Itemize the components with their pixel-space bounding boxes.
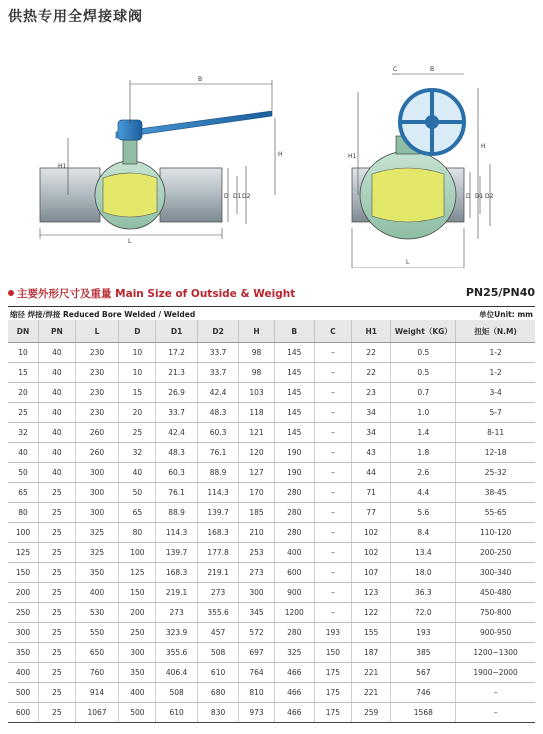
table-cell: 10 bbox=[8, 343, 39, 363]
table-cell: – bbox=[314, 603, 351, 623]
table-cell: 273 bbox=[156, 603, 197, 623]
column-header: D1 bbox=[156, 320, 197, 343]
table-cell: 42.4 bbox=[156, 423, 197, 443]
table-cell: 25 bbox=[39, 603, 76, 623]
table-cell: 102 bbox=[351, 523, 391, 543]
left-dim-H1: H1 bbox=[58, 163, 67, 170]
table-cell: 48.3 bbox=[197, 403, 238, 423]
left-pipe-right bbox=[160, 168, 222, 222]
table-cell: 193 bbox=[314, 623, 351, 643]
table-cell: 300 bbox=[75, 483, 119, 503]
right-dim-H1: H1 bbox=[348, 153, 357, 160]
table-cell: 385 bbox=[391, 643, 456, 663]
table-cell: 145 bbox=[274, 343, 314, 363]
table-row bbox=[8, 463, 535, 483]
table-cell: 567 bbox=[391, 663, 456, 683]
column-header: D bbox=[119, 320, 156, 343]
pressure-rating: PN25/PN40 bbox=[465, 286, 535, 299]
table-cell: 34 bbox=[351, 423, 391, 443]
table-cell: 1900~2000 bbox=[456, 663, 535, 683]
table-cell: 300 bbox=[75, 503, 119, 523]
table-row bbox=[8, 583, 535, 603]
table-cell: 15 bbox=[8, 363, 39, 383]
table-cell: 400 bbox=[75, 583, 119, 603]
table-cell: 65 bbox=[119, 503, 156, 523]
column-header: B bbox=[274, 320, 314, 343]
table-cell: 508 bbox=[197, 643, 238, 663]
table-cell: 123 bbox=[351, 583, 391, 603]
table-cell: 168.3 bbox=[197, 523, 238, 543]
left-dim-D2: D2 bbox=[242, 193, 251, 200]
table-cell: 280 bbox=[274, 483, 314, 503]
table-cell: 150 bbox=[119, 583, 156, 603]
connection-type: 缩径 焊接/焊接 Reduced Bore Welded / Welded bbox=[10, 310, 196, 319]
table-cell: 830 bbox=[197, 703, 238, 723]
table-cell: 25 bbox=[39, 663, 76, 683]
left-dim-L: L bbox=[128, 238, 132, 245]
table-cell: 98 bbox=[239, 343, 274, 363]
table-row bbox=[8, 683, 535, 703]
table-cell: 25-32 bbox=[456, 463, 535, 483]
table-cell: 177.8 bbox=[197, 543, 238, 563]
table-cell: 400 bbox=[8, 663, 39, 683]
table-cell: 230 bbox=[75, 363, 119, 383]
table-cell: 400 bbox=[274, 543, 314, 563]
table-cell: 457 bbox=[197, 623, 238, 643]
table-cell: 260 bbox=[75, 443, 119, 463]
table-cell: 103 bbox=[239, 383, 274, 403]
left-dim-D: D bbox=[224, 193, 229, 200]
table-row bbox=[8, 623, 535, 643]
table-cell: 33.7 bbox=[156, 403, 197, 423]
table-cell: 145 bbox=[274, 363, 314, 383]
table-cell: 280 bbox=[274, 503, 314, 523]
table-cell: 610 bbox=[156, 703, 197, 723]
table-cell: 190 bbox=[274, 443, 314, 463]
table-cell: 973 bbox=[239, 703, 274, 723]
column-header: 扭矩（N.M) bbox=[456, 320, 535, 343]
table-cell: 230 bbox=[75, 383, 119, 403]
table-cell: 107 bbox=[351, 563, 391, 583]
table-cell: 253 bbox=[239, 543, 274, 563]
table-row bbox=[8, 603, 535, 623]
table-cell: 72.0 bbox=[391, 603, 456, 623]
section-header bbox=[8, 286, 535, 302]
table-cell: 32 bbox=[119, 443, 156, 463]
table-cell: 175 bbox=[314, 703, 351, 723]
table-cell: 750-800 bbox=[456, 603, 535, 623]
table-cell: 22 bbox=[351, 343, 391, 363]
table-cell: 120 bbox=[239, 443, 274, 463]
section-title-text: 主要外形尺寸及重量 Main Size of Outside & Weight bbox=[17, 288, 296, 300]
table-cell: 406.4 bbox=[156, 663, 197, 683]
right-dim-H: H bbox=[481, 143, 486, 150]
right-dim-B: B bbox=[430, 66, 435, 73]
table-cell: 810 bbox=[239, 683, 274, 703]
table-cell: 230 bbox=[75, 403, 119, 423]
table-cell: 325 bbox=[274, 643, 314, 663]
table-cell: 280 bbox=[274, 623, 314, 643]
table-cell: 125 bbox=[119, 563, 156, 583]
column-header: L bbox=[75, 320, 119, 343]
table-cell: 40 bbox=[39, 343, 76, 363]
table-cell: 100 bbox=[8, 523, 39, 543]
table-cell: 300 bbox=[119, 643, 156, 663]
right-dim-D1: D1 bbox=[475, 193, 484, 200]
gear-hub bbox=[425, 115, 439, 129]
table-body bbox=[8, 343, 535, 723]
table-cell: 325 bbox=[75, 543, 119, 563]
table-cell: 118 bbox=[239, 403, 274, 423]
table-row bbox=[8, 503, 535, 523]
table-cell: 8-11 bbox=[456, 423, 535, 443]
table-cell: 122 bbox=[351, 603, 391, 623]
table-cell: 40 bbox=[39, 383, 76, 403]
table-cell: 323.9 bbox=[156, 623, 197, 643]
table-row bbox=[8, 483, 535, 503]
table-cell: 1-2 bbox=[456, 363, 535, 383]
table-cell: 50 bbox=[8, 463, 39, 483]
column-header: H bbox=[239, 320, 274, 343]
table-cell: 1568 bbox=[391, 703, 456, 723]
table-cell: 55-65 bbox=[456, 503, 535, 523]
table-cell: 98 bbox=[239, 363, 274, 383]
table-cell: 88.9 bbox=[156, 503, 197, 523]
table-cell: 260 bbox=[75, 423, 119, 443]
table-cell: 1.8 bbox=[391, 443, 456, 463]
table-cell: 466 bbox=[274, 703, 314, 723]
table-cell: 4.4 bbox=[391, 483, 456, 503]
right-dim-D2: D2 bbox=[485, 193, 494, 200]
table-cell: 25 bbox=[39, 683, 76, 703]
table-cell: 572 bbox=[239, 623, 274, 643]
table-cell: – bbox=[314, 583, 351, 603]
table-cell: 900-950 bbox=[456, 623, 535, 643]
table-row bbox=[8, 663, 535, 683]
table-cell: 17.2 bbox=[156, 343, 197, 363]
table-cell: 145 bbox=[274, 403, 314, 423]
table-cell: 200 bbox=[8, 583, 39, 603]
table-cell: 221 bbox=[351, 683, 391, 703]
table-cell: 139.7 bbox=[197, 503, 238, 523]
table-cell: 80 bbox=[8, 503, 39, 523]
end-view-drawing bbox=[348, 66, 494, 268]
table-cell: 230 bbox=[75, 343, 119, 363]
column-header: Weight（KG） bbox=[391, 320, 456, 343]
table-row bbox=[8, 563, 535, 583]
table-cell: 60.3 bbox=[156, 463, 197, 483]
table-cell: 110-120 bbox=[456, 523, 535, 543]
right-ball-section bbox=[372, 168, 444, 222]
table-cell: 500 bbox=[8, 683, 39, 703]
table-row bbox=[8, 643, 535, 663]
table-cell: 12-18 bbox=[456, 443, 535, 463]
table-cell: 466 bbox=[274, 683, 314, 703]
table-cell: 5.6 bbox=[391, 503, 456, 523]
left-stem bbox=[123, 140, 137, 164]
table-cell: 40 bbox=[8, 443, 39, 463]
table-cell: 0.5 bbox=[391, 363, 456, 383]
table-cell: – bbox=[314, 363, 351, 383]
table-cell: 300-340 bbox=[456, 563, 535, 583]
table-cell: 187 bbox=[351, 643, 391, 663]
table-cell: 48.3 bbox=[156, 443, 197, 463]
table-cell: – bbox=[314, 543, 351, 563]
bullet-dot-icon bbox=[8, 290, 14, 296]
table-cell: 760 bbox=[75, 663, 119, 683]
table-cell: 21.3 bbox=[156, 363, 197, 383]
table-row bbox=[8, 423, 535, 443]
left-dim-H: H bbox=[278, 151, 283, 158]
table-cell: 259 bbox=[351, 703, 391, 723]
left-ball-section bbox=[103, 173, 157, 217]
table-cell: 25 bbox=[39, 543, 76, 563]
table-cell: 400 bbox=[119, 683, 156, 703]
table-cell: 175 bbox=[314, 663, 351, 683]
table-cell: 155 bbox=[351, 623, 391, 643]
table-cell: 25 bbox=[39, 583, 76, 603]
table-cell: 5-7 bbox=[456, 403, 535, 423]
table-row bbox=[8, 443, 535, 463]
table-cell: 1200 bbox=[274, 603, 314, 623]
table-cell: 145 bbox=[274, 383, 314, 403]
table-cell: 40 bbox=[119, 463, 156, 483]
table-cell: 114.3 bbox=[197, 483, 238, 503]
table-cell: 77 bbox=[351, 503, 391, 523]
table-cell: 34 bbox=[351, 403, 391, 423]
table-cell: 221 bbox=[351, 663, 391, 683]
table-header-row bbox=[8, 320, 535, 343]
table-cell: 466 bbox=[274, 663, 314, 683]
table-cell: 273 bbox=[239, 563, 274, 583]
table-cell: 121 bbox=[239, 423, 274, 443]
table-cell: 76.1 bbox=[156, 483, 197, 503]
table-row bbox=[8, 543, 535, 563]
table-row bbox=[8, 383, 535, 403]
table-cell: 20 bbox=[8, 383, 39, 403]
table-cell: 42.4 bbox=[197, 383, 238, 403]
page-title: 供热专用全焊接球阀 bbox=[8, 9, 143, 25]
table-cell: 219.1 bbox=[197, 563, 238, 583]
table-cell: 300 bbox=[8, 623, 39, 643]
table-cell: 40 bbox=[39, 443, 76, 463]
table-cell: 355.6 bbox=[156, 643, 197, 663]
table-cell: 175 bbox=[314, 683, 351, 703]
table-cell: 250 bbox=[119, 623, 156, 643]
table-row bbox=[8, 703, 535, 723]
unit-label: 单位Unit: mm bbox=[479, 310, 533, 319]
table-cell: 650 bbox=[75, 643, 119, 663]
table-cell: 350 bbox=[8, 643, 39, 663]
table-cell: 65 bbox=[8, 483, 39, 503]
table-cell: 150 bbox=[314, 643, 351, 663]
column-header: C bbox=[314, 320, 351, 343]
table-cell: 10 bbox=[119, 343, 156, 363]
table-cell: 127 bbox=[239, 463, 274, 483]
table-cell: 32 bbox=[8, 423, 39, 443]
table-cell: 10 bbox=[119, 363, 156, 383]
table-cell: – bbox=[314, 343, 351, 363]
table-cell: 350 bbox=[119, 663, 156, 683]
table-cell: 200-250 bbox=[456, 543, 535, 563]
table-cell: 80 bbox=[119, 523, 156, 543]
table-cell: 210 bbox=[239, 523, 274, 543]
table-cell: 746 bbox=[391, 683, 456, 703]
table-cell: 25 bbox=[39, 563, 76, 583]
table-cell: 168.3 bbox=[156, 563, 197, 583]
table-cell: 355.6 bbox=[197, 603, 238, 623]
table-cell: 185 bbox=[239, 503, 274, 523]
table-cell: 50 bbox=[119, 483, 156, 503]
table-cell: 900 bbox=[274, 583, 314, 603]
table-cell: 680 bbox=[197, 683, 238, 703]
table-cell: 610 bbox=[197, 663, 238, 683]
table-cell: 508 bbox=[156, 683, 197, 703]
table-cell: 8.4 bbox=[391, 523, 456, 543]
table-row bbox=[8, 363, 535, 383]
table-cell: 76.1 bbox=[197, 443, 238, 463]
table-cell: 200 bbox=[119, 603, 156, 623]
table-cell: 125 bbox=[8, 543, 39, 563]
table-cell: 33.7 bbox=[197, 343, 238, 363]
table-cell: 25 bbox=[39, 643, 76, 663]
table-cell: 33.7 bbox=[197, 363, 238, 383]
table-cell: 40 bbox=[39, 423, 76, 443]
table-cell: 219.1 bbox=[156, 583, 197, 603]
table-cell: 26.9 bbox=[156, 383, 197, 403]
table-cell: 1200~1300 bbox=[456, 643, 535, 663]
table-cell: 530 bbox=[75, 603, 119, 623]
table-cell: 300 bbox=[239, 583, 274, 603]
table-row bbox=[8, 403, 535, 423]
table-cell: 114.3 bbox=[156, 523, 197, 543]
column-header: H1 bbox=[351, 320, 391, 343]
table-cell: 13.4 bbox=[391, 543, 456, 563]
table-cell: 0.7 bbox=[391, 383, 456, 403]
table-cell: 170 bbox=[239, 483, 274, 503]
table-cell: 914 bbox=[75, 683, 119, 703]
table-cell: – bbox=[456, 683, 535, 703]
table-cell: 71 bbox=[351, 483, 391, 503]
table-cell: 1.0 bbox=[391, 403, 456, 423]
table-cell: 345 bbox=[239, 603, 274, 623]
table-cell: – bbox=[314, 503, 351, 523]
table-cell: 273 bbox=[197, 583, 238, 603]
table-cell: 15 bbox=[119, 383, 156, 403]
left-dim-B: B bbox=[198, 76, 203, 83]
table-cell: 550 bbox=[75, 623, 119, 643]
table-cell: 1067 bbox=[75, 703, 119, 723]
table-cell: 600 bbox=[8, 703, 39, 723]
table-cell: – bbox=[456, 703, 535, 723]
table-subheader bbox=[8, 306, 535, 320]
table-cell: 25 bbox=[39, 623, 76, 643]
table-cell: 1-2 bbox=[456, 343, 535, 363]
table-cell: 20 bbox=[119, 403, 156, 423]
table-cell: 38-45 bbox=[456, 483, 535, 503]
right-dim-C: C bbox=[393, 66, 398, 73]
table-cell: 43 bbox=[351, 443, 391, 463]
table-cell: 139.7 bbox=[156, 543, 197, 563]
table-cell: – bbox=[314, 423, 351, 443]
table-cell: 350 bbox=[75, 563, 119, 583]
side-view-drawing bbox=[40, 76, 283, 245]
table-cell: – bbox=[314, 523, 351, 543]
table-cell: 44 bbox=[351, 463, 391, 483]
table-cell: 325 bbox=[75, 523, 119, 543]
table-cell: 2.6 bbox=[391, 463, 456, 483]
table-cell: – bbox=[314, 563, 351, 583]
right-dim-L: L bbox=[406, 259, 410, 266]
table-cell: 450-480 bbox=[456, 583, 535, 603]
table-cell: 190 bbox=[274, 463, 314, 483]
table-cell: 60.3 bbox=[197, 423, 238, 443]
table-row bbox=[8, 343, 535, 363]
table-cell: 1.4 bbox=[391, 423, 456, 443]
table-cell: 3-4 bbox=[456, 383, 535, 403]
table-cell: 697 bbox=[239, 643, 274, 663]
table-cell: – bbox=[314, 463, 351, 483]
table-cell: 25 bbox=[39, 523, 76, 543]
table-row bbox=[8, 523, 535, 543]
table-cell: 600 bbox=[274, 563, 314, 583]
table-cell: 40 bbox=[39, 363, 76, 383]
spec-table bbox=[8, 320, 535, 723]
table-cell: 36.3 bbox=[391, 583, 456, 603]
table-cell: 25 bbox=[8, 403, 39, 423]
table-cell: 40 bbox=[39, 463, 76, 483]
table-cell: – bbox=[314, 443, 351, 463]
left-pipe-left bbox=[40, 168, 100, 222]
table-cell: 88.9 bbox=[197, 463, 238, 483]
table-cell: 25 bbox=[39, 703, 76, 723]
table-cell: 280 bbox=[274, 523, 314, 543]
table-cell: 145 bbox=[274, 423, 314, 443]
section-title bbox=[8, 286, 295, 301]
table-cell: 102 bbox=[351, 543, 391, 563]
table-cell: 300 bbox=[75, 463, 119, 483]
column-header: PN bbox=[39, 320, 76, 343]
table-cell: 25 bbox=[39, 503, 76, 523]
table-cell: 500 bbox=[119, 703, 156, 723]
column-header: D2 bbox=[197, 320, 238, 343]
table-cell: 764 bbox=[239, 663, 274, 683]
column-header: DN bbox=[8, 320, 39, 343]
table-cell: 25 bbox=[39, 483, 76, 503]
left-dim-D1: D1 bbox=[233, 193, 242, 200]
table-cell: – bbox=[314, 403, 351, 423]
table-cell: – bbox=[314, 383, 351, 403]
valve-drawings bbox=[0, 28, 543, 268]
table-cell: 100 bbox=[119, 543, 156, 563]
table-cell: 25 bbox=[119, 423, 156, 443]
table-cell: 193 bbox=[391, 623, 456, 643]
table-cell: 22 bbox=[351, 363, 391, 383]
table-cell: 18.0 bbox=[391, 563, 456, 583]
table-cell: 150 bbox=[8, 563, 39, 583]
table-cell: 250 bbox=[8, 603, 39, 623]
table-cell: 23 bbox=[351, 383, 391, 403]
table-cell: – bbox=[314, 483, 351, 503]
table-cell: 40 bbox=[39, 403, 76, 423]
right-dim-D: D bbox=[466, 193, 471, 200]
table-cell: 0.5 bbox=[391, 343, 456, 363]
